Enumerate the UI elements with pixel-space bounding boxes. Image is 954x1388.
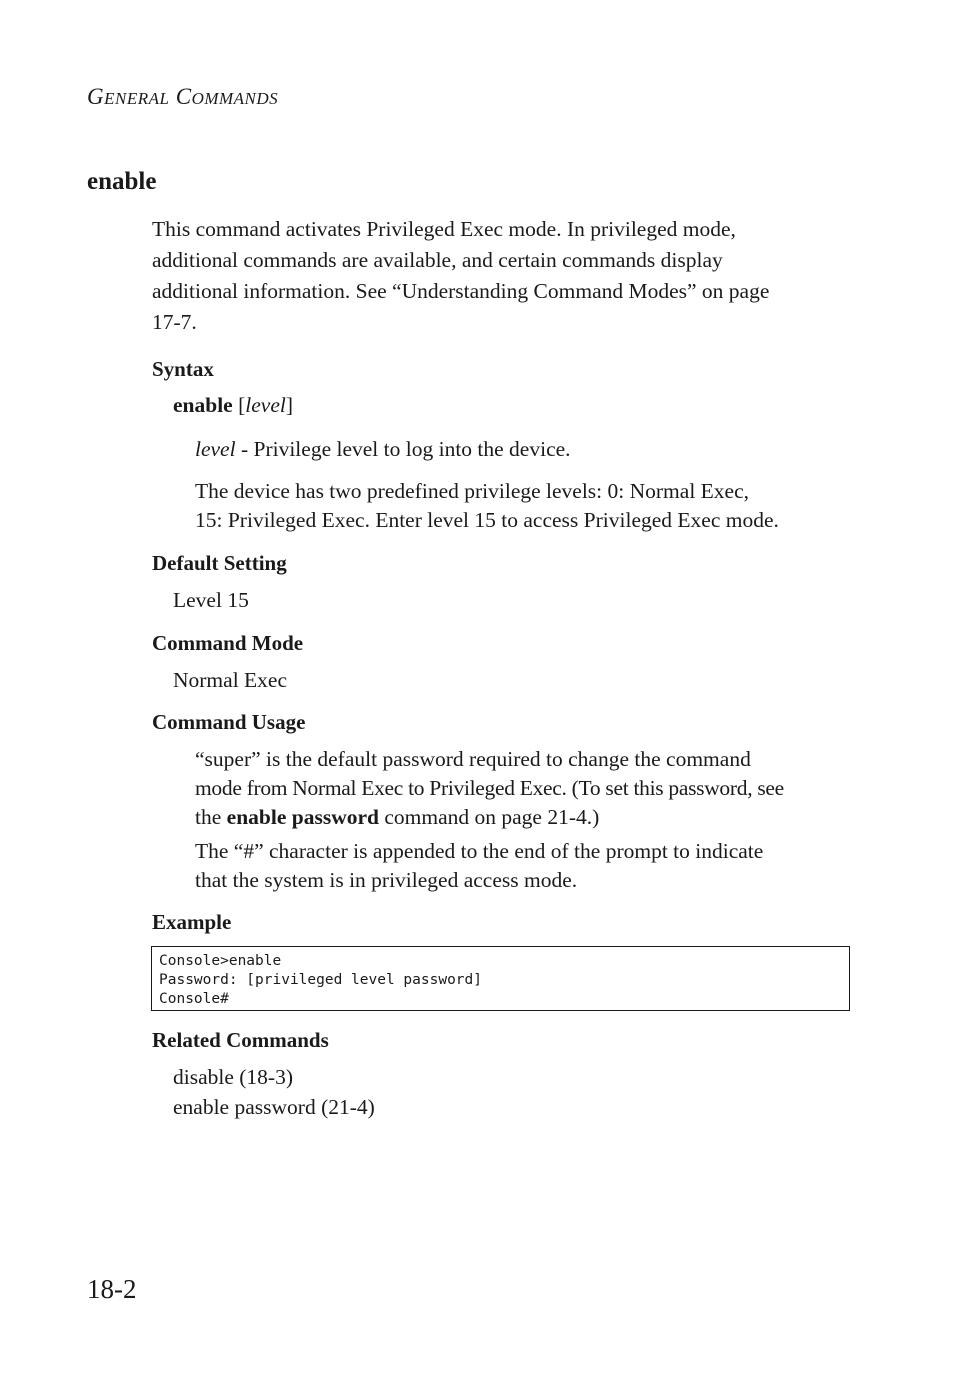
command-mode-heading: Command Mode	[152, 631, 304, 655]
header-rest-2: OMMANDS	[191, 89, 279, 108]
command-usage-heading: Command Usage	[152, 710, 306, 734]
usage-line: that the system is in privileged access mode.	[195, 868, 578, 892]
page-number: 18-2	[87, 1274, 137, 1304]
intro-line: 17-7.	[152, 310, 197, 334]
header-rest-1: ENERAL	[104, 89, 170, 108]
code-line: Console>enable	[159, 953, 282, 969]
note-line: 15: Privileged Exec. Enter level 15 to access Privileged Exec mode.	[195, 508, 779, 532]
default-setting-value: Level 15	[173, 588, 249, 612]
header-initial-1: G	[87, 84, 105, 109]
param-name: level	[195, 437, 236, 461]
usage-text: command on page 21-4.)	[378, 805, 600, 829]
usage-line: The “#” character is appended to the end of the prompt to indicate	[195, 839, 764, 863]
syntax-line	[173, 390, 293, 421]
usage-line: “super” is the default password required to change the command	[195, 747, 751, 771]
command-mode-value: Normal Exec	[173, 668, 288, 692]
related-command-item: enable password (21-4)	[173, 1095, 375, 1119]
example-heading: Example	[152, 910, 232, 934]
command-title: enable	[87, 168, 157, 195]
syntax-bracket: [	[232, 393, 246, 417]
running-header	[87, 84, 278, 110]
related-commands-list	[173, 1062, 375, 1122]
syntax-heading: Syntax	[152, 357, 214, 381]
intro-line: This command activates Privileged Exec mode. In privileged mode,	[152, 217, 736, 241]
note-line: The device has two predefined privilege levels: 0: Normal Exec,	[195, 479, 750, 503]
code-line: Console#	[159, 991, 229, 1007]
intro-line: additional commands are available, and certain commands display	[152, 248, 723, 272]
param-description	[195, 434, 571, 465]
usage-paragraph-2	[195, 837, 763, 895]
code-line: Password: [privileged level password]	[159, 972, 483, 988]
usage-line: mode from Normal Exec to Privileged Exec. (To set this password, see	[195, 776, 784, 800]
syntax-command: enable	[173, 393, 233, 417]
intro-line: additional information. See “Understanding Command Modes” on page	[152, 279, 770, 303]
example-code-box	[151, 946, 850, 1011]
usage-paragraph-1	[195, 745, 784, 832]
privilege-note	[195, 477, 779, 535]
related-commands-heading: Related Commands	[152, 1028, 329, 1052]
intro-paragraph	[152, 214, 769, 338]
syntax-param: level	[245, 393, 286, 417]
param-desc-text: - Privilege level to log into the device.	[235, 437, 571, 461]
related-command-item: disable (18-3)	[173, 1065, 294, 1089]
usage-command-ref: enable password	[226, 805, 379, 829]
header-initial-2: C	[175, 84, 192, 109]
syntax-bracket: ]	[285, 393, 294, 417]
usage-line	[195, 803, 784, 832]
usage-text: the	[195, 805, 227, 829]
default-setting-heading: Default Setting	[152, 551, 287, 575]
